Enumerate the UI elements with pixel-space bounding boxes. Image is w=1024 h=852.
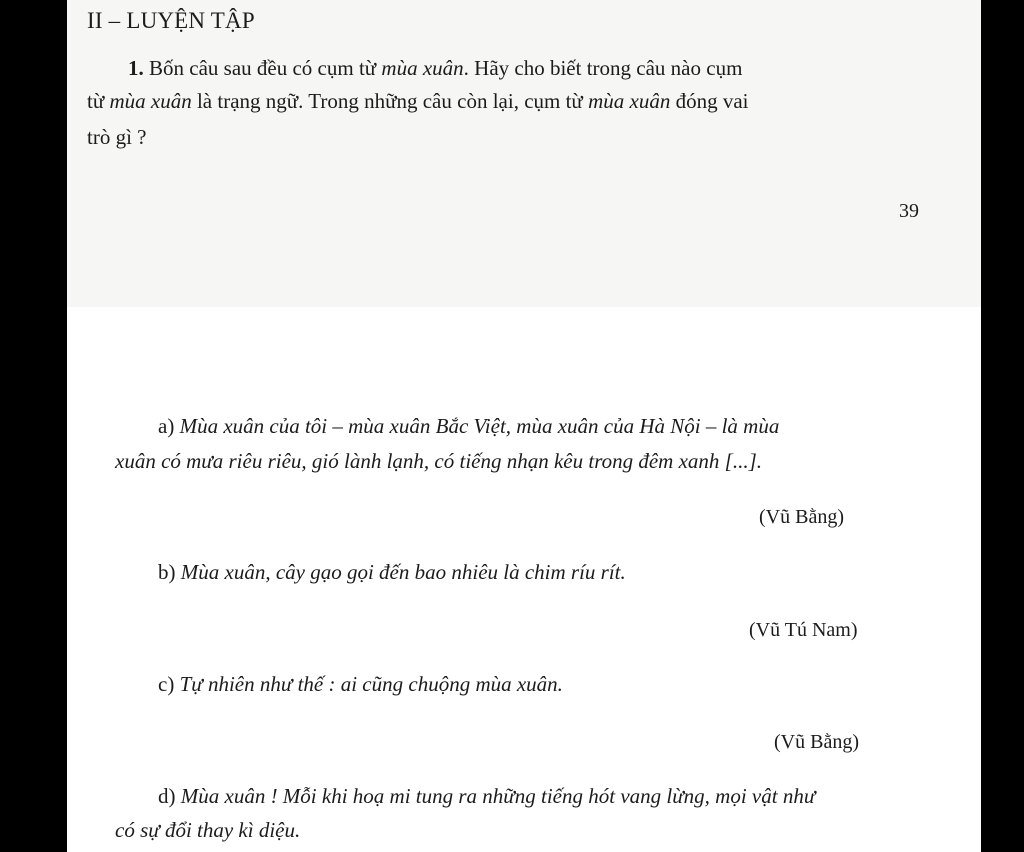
- quote-a-line-2: xuân có mưa riêu riêu, gió lành lạnh, có tiếng nhạn kêu trong đêm xanh [...].: [115, 449, 763, 473]
- exercise-term: mùa xuân: [109, 89, 192, 113]
- exercise-line-3: trò gì ?: [87, 125, 147, 149]
- quote-d-line-1: [158, 786, 815, 807]
- quote-b-source: (Vũ Tú Nam): [749, 619, 858, 641]
- quote-a-line-1: [158, 416, 779, 437]
- section-heading: II – LUYỆN TẬP: [87, 8, 255, 33]
- quote-text: Mùa xuân, cây gạo gọi đến bao nhiêu là chim ríu rít.: [180, 560, 626, 584]
- quote-label: c): [158, 672, 175, 696]
- exercise-text: là trạng ngữ. Trong những câu còn lại, cụm từ: [191, 89, 589, 113]
- quote-label: d): [158, 784, 176, 808]
- quote-a-source: (Vũ Bằng): [759, 506, 844, 528]
- page-top-section: [67, 0, 981, 307]
- quote-text: Mùa xuân của tôi – mùa xuân Bắc Việt, mùa xuân của Hà Nội – là mùa: [179, 414, 780, 438]
- exercise-term: mùa xuân: [381, 56, 464, 80]
- quote-text: Mùa xuân ! Mỗi khi hoạ mi tung ra những tiếng hót vang lừng, mọi vật như: [180, 784, 816, 808]
- exercise-number: 1.: [128, 56, 144, 80]
- exercise-text: từ: [87, 89, 110, 113]
- exercise-text: Bốn câu sau đều có cụm từ: [149, 56, 382, 80]
- quote-c-line-1: [158, 674, 563, 695]
- quote-label: b): [158, 560, 176, 584]
- exercise-text: . Hãy cho biết trong câu nào cụm: [463, 56, 743, 80]
- exercise-term: mùa xuân: [588, 89, 671, 113]
- exercise-text: đóng vai: [670, 89, 749, 113]
- quote-text: Tự nhiên như thế : ai cũng chuộng mùa xuân.: [179, 672, 563, 696]
- exercise-line-2: [87, 91, 748, 112]
- quote-b-line-1: [158, 562, 626, 583]
- exercise-line-1: [128, 58, 742, 79]
- quote-d-line-2: có sự đổi thay kì diệu.: [115, 818, 301, 842]
- quote-c-source: (Vũ Bằng): [774, 731, 859, 753]
- quote-label: a): [158, 414, 175, 438]
- page-number: 39: [899, 200, 919, 222]
